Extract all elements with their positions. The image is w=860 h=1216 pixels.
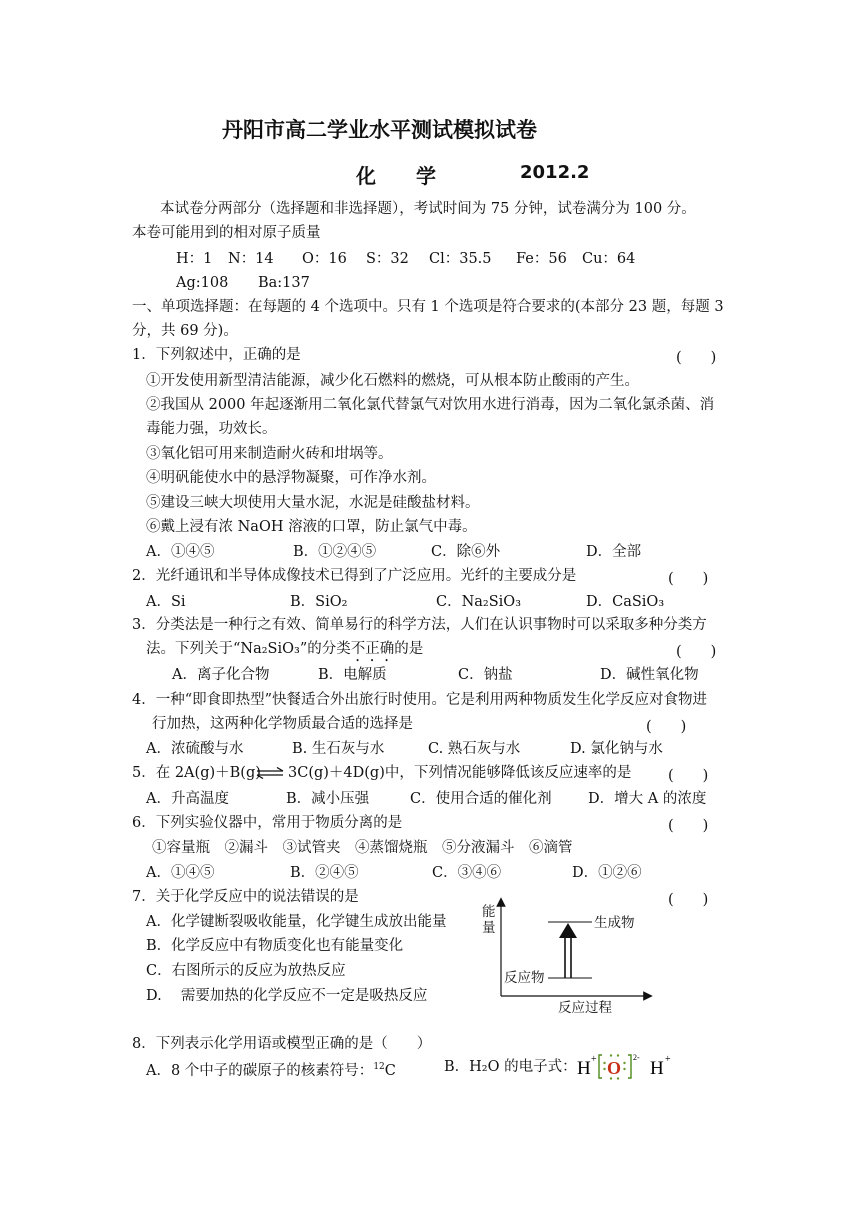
energy-axis-label-1: 能 bbox=[482, 904, 496, 920]
atomic-mass-cu: Cu：64 bbox=[582, 251, 636, 267]
q1-item-5: ⑤建设三峡大坝使用大量水泥，水泥是硅酸盐材料。 bbox=[146, 495, 480, 511]
q5-answer-blank[interactable]: ( ) bbox=[668, 768, 709, 784]
subject-label: 化 学 bbox=[356, 164, 436, 188]
h-charge-right: + bbox=[665, 1054, 671, 1065]
energy-axis-label-2: 量 bbox=[482, 920, 496, 936]
q7-option-a[interactable]: A．化学键断裂吸收能量，化学键生成放出能量 bbox=[146, 914, 447, 930]
q5-stem-part-b: 3C(g)＋4D(g)中，下列情况能够降低该反应速率的是 bbox=[288, 765, 632, 781]
q7-option-c[interactable]: C．右图所示的反应为放热反应 bbox=[146, 963, 346, 979]
water-electron-formula bbox=[577, 1050, 677, 1082]
q4-option-c[interactable]: C. 熟石灰与水 bbox=[428, 741, 521, 757]
q5-option-a[interactable]: A．升高温度 bbox=[146, 791, 229, 807]
product-label: 生成物 bbox=[594, 915, 635, 931]
atomic-mass-h: H：1 bbox=[176, 251, 213, 267]
q1-item-6: ⑥戴上浸有浓 NaOH 溶液的口罩，防止氯气中毒。 bbox=[146, 519, 477, 535]
q1-option-b[interactable]: B．①②④⑤ bbox=[293, 544, 377, 560]
atomic-mass-ag: Ag:108 bbox=[176, 275, 229, 291]
q6-answer-blank[interactable]: ( ) bbox=[668, 818, 709, 834]
q6-option-b[interactable]: B．②④⑤ bbox=[290, 865, 359, 881]
q1-item-2: ②我国从 2000 年起逐渐用二氧化氯代替氯气对饮用水进行消毒，因为二氧化氯杀菌、消 bbox=[146, 397, 715, 413]
atomic-mass-ba: Ba:137 bbox=[258, 275, 310, 291]
h-atom-left: H bbox=[577, 1058, 591, 1079]
q2-answer-blank[interactable]: ( ) bbox=[668, 571, 709, 587]
intro-line-1: 本试卷分两部分（选择题和非选择题），考试时间为 75 分钟，试卷满分为 100 分。 bbox=[160, 201, 696, 217]
q2-option-a[interactable]: A．Si bbox=[146, 594, 186, 610]
bracket-left-icon bbox=[599, 1055, 602, 1078]
oxygen-charge: 2- bbox=[633, 1053, 640, 1062]
q1-option-a[interactable]: A．①④⑤ bbox=[146, 544, 215, 560]
exam-title: 丹阳市高二学业水平测试模拟试卷 bbox=[222, 118, 537, 142]
section-heading-line-1: 一、单项选择题：在每题的 4 个选项中。只有 1 个选项是符合要求的(本部分 23 题，每题 3 bbox=[132, 299, 724, 315]
atomic-mass-s: S：32 bbox=[366, 251, 409, 267]
q4-option-b[interactable]: B. 生石灰与水 bbox=[292, 741, 385, 757]
q1-answer-blank[interactable]: ( ) bbox=[676, 350, 717, 366]
q3-stem-emphasis: 不正确 bbox=[350, 641, 395, 657]
q8-option-a-element: C bbox=[384, 1062, 396, 1079]
q8-option-b[interactable]: B．H₂O 的电子式： bbox=[444, 1059, 577, 1075]
q5-option-b[interactable]: B．减小压强 bbox=[286, 791, 370, 807]
q3-option-a[interactable]: A．离子化合物 bbox=[172, 667, 270, 683]
reactant-label: 反应物 bbox=[504, 970, 545, 986]
q8-option-a[interactable] bbox=[146, 1058, 396, 1080]
reaction-progress-label: 反应过程 bbox=[558, 1000, 612, 1016]
q1-item-2-cont: 毒能力强，功效长。 bbox=[146, 421, 277, 437]
q1-item-4: ④明矾能使水中的悬浮物凝聚，可作净水剂。 bbox=[146, 470, 436, 486]
q7-answer-blank[interactable]: ( ) bbox=[668, 892, 709, 908]
h-atom-right: H bbox=[650, 1058, 664, 1079]
atomic-mass-fe: Fe：56 bbox=[516, 251, 567, 267]
energy-diagram bbox=[476, 896, 656, 1016]
q3-stem-line-2 bbox=[146, 640, 423, 665]
q2-option-b[interactable]: B．SiO₂ bbox=[290, 594, 348, 610]
q4-option-d[interactable]: D. 氯化钠与水 bbox=[570, 741, 663, 757]
q4-stem-line-1: 4．一种“即食即热型”快餐适合外出旅行时使用。它是利用两种物质发生化学反应对食物进 bbox=[132, 692, 708, 708]
q1-option-d[interactable]: D．全部 bbox=[586, 544, 642, 560]
q5-option-c[interactable]: C．使用合适的催化剂 bbox=[410, 791, 552, 807]
q6-stem: 6．下列实验仪器中，常用于物质分离的是 bbox=[132, 815, 403, 831]
q6-items: ①容量瓶 ②漏斗 ③试管夹 ④蒸馏烧瓶 ⑤分液漏斗 ⑥滴管 bbox=[152, 840, 573, 856]
q3-stem-part-a: 法。下列关于“Na₂SiO₃”的分类 bbox=[146, 641, 351, 657]
atomic-mass-cl: Cl：35.5 bbox=[429, 251, 492, 267]
q7-option-b[interactable]: B．化学反应中有物质变化也有能量变化 bbox=[146, 938, 404, 954]
q2-option-d[interactable]: D．CaSiO₃ bbox=[586, 594, 665, 610]
reversible-arrow-icon bbox=[256, 767, 284, 779]
bracket-right-icon bbox=[628, 1055, 631, 1078]
q8-option-a-text: A．8 个中子的碳原子的核素符号： bbox=[146, 1062, 374, 1079]
q7-option-d[interactable]: D. 需要加热的化学反应不一定是吸热反应 bbox=[146, 988, 428, 1004]
q3-option-d[interactable]: D．碱性氧化物 bbox=[600, 667, 699, 683]
q6-option-a[interactable]: A．①④⑤ bbox=[146, 865, 215, 881]
q4-answer-blank[interactable]: ( ) bbox=[646, 719, 687, 735]
section-heading-line-2: 分，共 69 分)。 bbox=[132, 323, 238, 339]
q3-answer-blank[interactable]: ( ) bbox=[676, 644, 717, 660]
energy-up-arrow-icon bbox=[559, 923, 577, 978]
q3-option-c[interactable]: C．钠盐 bbox=[458, 667, 513, 683]
q1-item-3: ③氧化铝可用来制造耐火砖和坩埚等。 bbox=[146, 446, 393, 462]
q3-stem-line-1: 3．分类法是一种行之有效、简单易行的科学方法，人们在认识事物时可以采取多种分类方 bbox=[132, 617, 707, 633]
q1-option-c[interactable]: C．除⑥外 bbox=[431, 544, 501, 560]
oxygen-atom: O bbox=[607, 1058, 622, 1078]
q4-stem-line-2: 行加热，这两种化学物质最合适的选择是 bbox=[152, 716, 413, 732]
q1-stem: 1．下列叙述中，正确的是 bbox=[132, 347, 301, 363]
q8-stem: 8．下列表示化学用语或模型正确的是（ ） bbox=[132, 1036, 432, 1052]
atomic-mass-n: N：14 bbox=[228, 251, 274, 267]
q3-stem-part-b: 的是 bbox=[394, 641, 424, 657]
exam-date: 2012.2 bbox=[520, 162, 590, 183]
atomic-mass-o: O：16 bbox=[302, 251, 347, 267]
q7-stem: 7．关于化学反应中的说法错误的是 bbox=[132, 889, 359, 905]
intro-line-2: 本卷可能用到的相对原子质量 bbox=[132, 225, 321, 241]
q2-stem: 2．光纤通讯和半导体成像技术已得到了广泛应用。光纤的主要成分是 bbox=[132, 568, 577, 584]
q6-option-d[interactable]: D．①②⑥ bbox=[572, 865, 642, 881]
q2-option-c[interactable]: C．Na₂SiO₃ bbox=[436, 594, 522, 610]
h-charge-left: + bbox=[591, 1054, 597, 1065]
q1-item-1: ①开发使用新型清洁能源，减少化石燃料的燃烧，可从根本防止酸雨的产生。 bbox=[146, 373, 639, 389]
q5-stem-part-a: 5．在 2A(g)＋B(g) bbox=[132, 765, 261, 781]
q3-option-b[interactable]: B．电解质 bbox=[318, 667, 387, 683]
q4-option-a[interactable]: A．浓硫酸与水 bbox=[146, 741, 244, 757]
q5-option-d[interactable]: D．增大 A 的浓度 bbox=[588, 791, 707, 807]
q6-option-c[interactable]: C．③④⑥ bbox=[432, 865, 502, 881]
q8-option-a-mass: 12 bbox=[373, 1062, 385, 1072]
